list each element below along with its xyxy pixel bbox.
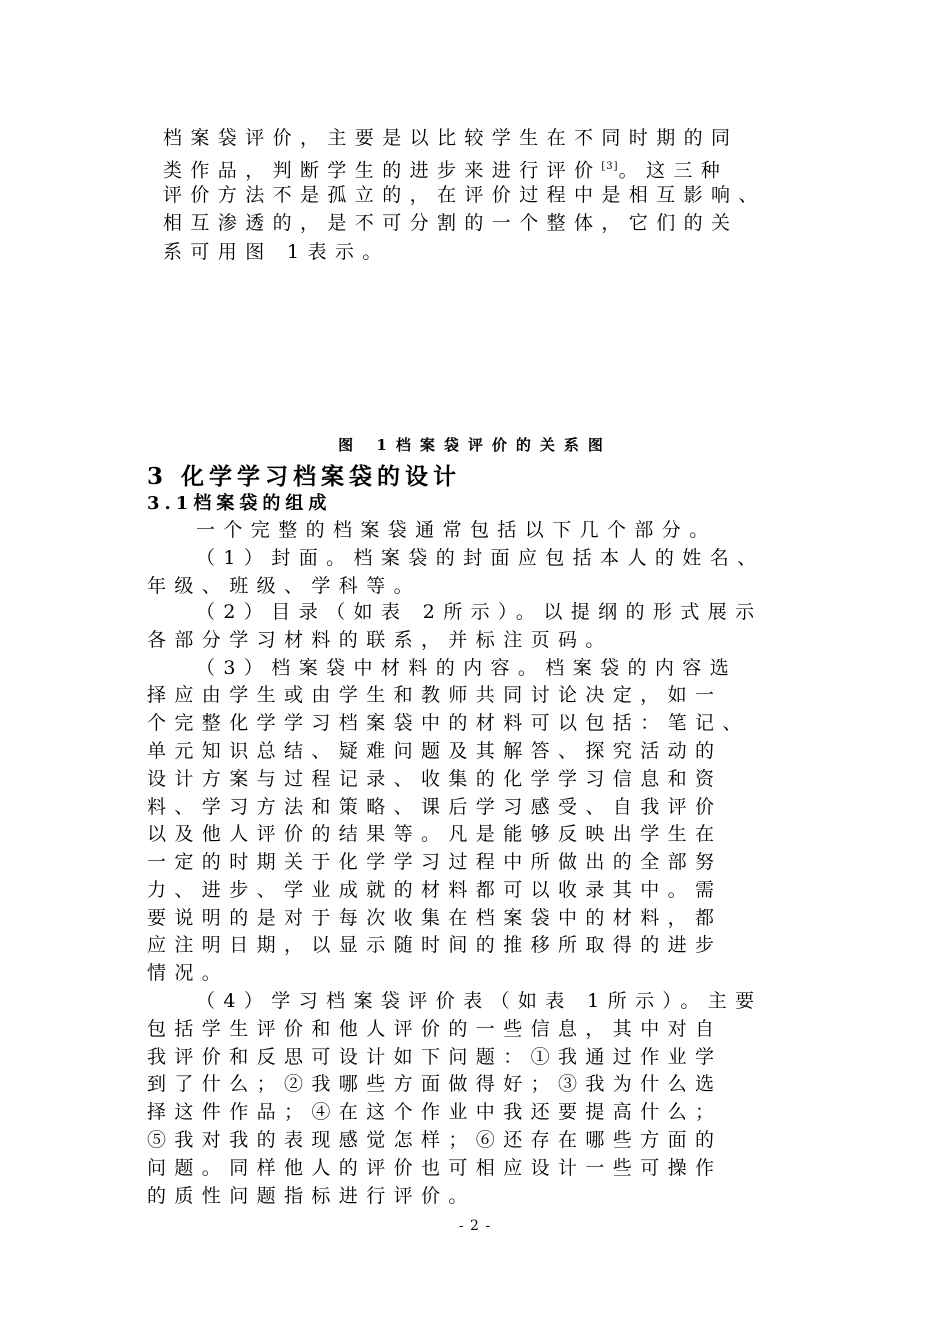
body-line: 力、进步、学业成就的材料都可以收录其中。需	[147, 879, 723, 901]
body-line: 一个完整的档案袋通常包括以下几个部分。	[196, 519, 717, 541]
intro-line-5: 系可用图 1表示。	[163, 241, 390, 263]
page-number: - 2 -	[458, 1218, 492, 1234]
body-line: 到了什么；②我哪些方面做得好；③我为什么选	[147, 1073, 723, 1095]
intro-line-1: 档案袋评价，主要是以比较学生在不同时期的同	[163, 127, 739, 149]
body-line: 单元知识总结、疑难问题及其解答、探究活动的	[147, 740, 723, 762]
body-line: 一定的时期关于化学学习过程中所做出的全部努	[147, 851, 723, 873]
body-line: 设计方案与过程记录、收集的化学学习信息和资	[147, 768, 723, 790]
figure-caption: 图 1档案袋评价的关系图	[338, 436, 612, 454]
body-line: 个完整化学学习档案袋中的材料可以包括：笔记、	[147, 712, 750, 734]
body-line: 年级、班级、学科等。	[147, 575, 422, 597]
body-line: 择这件作品；④在这个作业中我还要提高什么；	[147, 1101, 723, 1123]
body-line: ⑤我对我的表现感觉怎样；⑥还存在哪些方面的	[147, 1129, 723, 1151]
body-line: 料、学习方法和策略、课后学习感受、自我评价	[147, 796, 723, 818]
subsection-heading: 3.1档案袋的组成	[147, 493, 332, 514]
body-line: 情况。	[147, 962, 230, 984]
body-line: 的质性问题指标进行评价。	[147, 1185, 476, 1207]
section-heading: 3 化学学习档案袋的设计	[147, 463, 462, 490]
body-line: （3）档案袋中材料的内容。档案袋的内容选	[196, 657, 738, 679]
body-line: 以及他人评价的结果等。凡是能够反映出学生在	[147, 823, 723, 845]
body-line: 应注明日期，以显示随时间的推移所取得的进步	[147, 934, 723, 956]
intro-line-4: 相互渗透的，是不可分割的一个整体，它们的关	[163, 212, 739, 234]
body-line: （2）目录（如表 2所示）。以提纲的形式展示	[196, 601, 763, 623]
citation-superscript: [3]	[601, 161, 619, 172]
body-line: 各部分学习材料的联系，并标注页码。	[147, 629, 613, 651]
intro-line-3: 评价方法不是孤立的，在评价过程中是相互影响、	[163, 184, 766, 206]
body-line: 问题。同样他人的评价也可相应设计一些可操作	[147, 1157, 723, 1179]
body-line: 我评价和反思可设计如下问题：①我通过作业学	[147, 1046, 723, 1068]
body-line: 要说明的是对于每次收集在档案袋中的材料，都	[147, 907, 723, 929]
intro-line-2: 类作品，判断学生的进步来进行评价[3]。这三种	[163, 159, 729, 182]
body-line: 择应由学生或由学生和教师共同讨论决定，如一	[147, 684, 723, 706]
body-line: （4）学习档案袋评价表（如表 1所示）。主要	[196, 990, 763, 1012]
body-line: 包括学生评价和他人评价的一些信息，其中对自	[147, 1018, 723, 1040]
body-line: （1）封面。档案袋的封面应包括本人的姓名、	[196, 547, 765, 569]
